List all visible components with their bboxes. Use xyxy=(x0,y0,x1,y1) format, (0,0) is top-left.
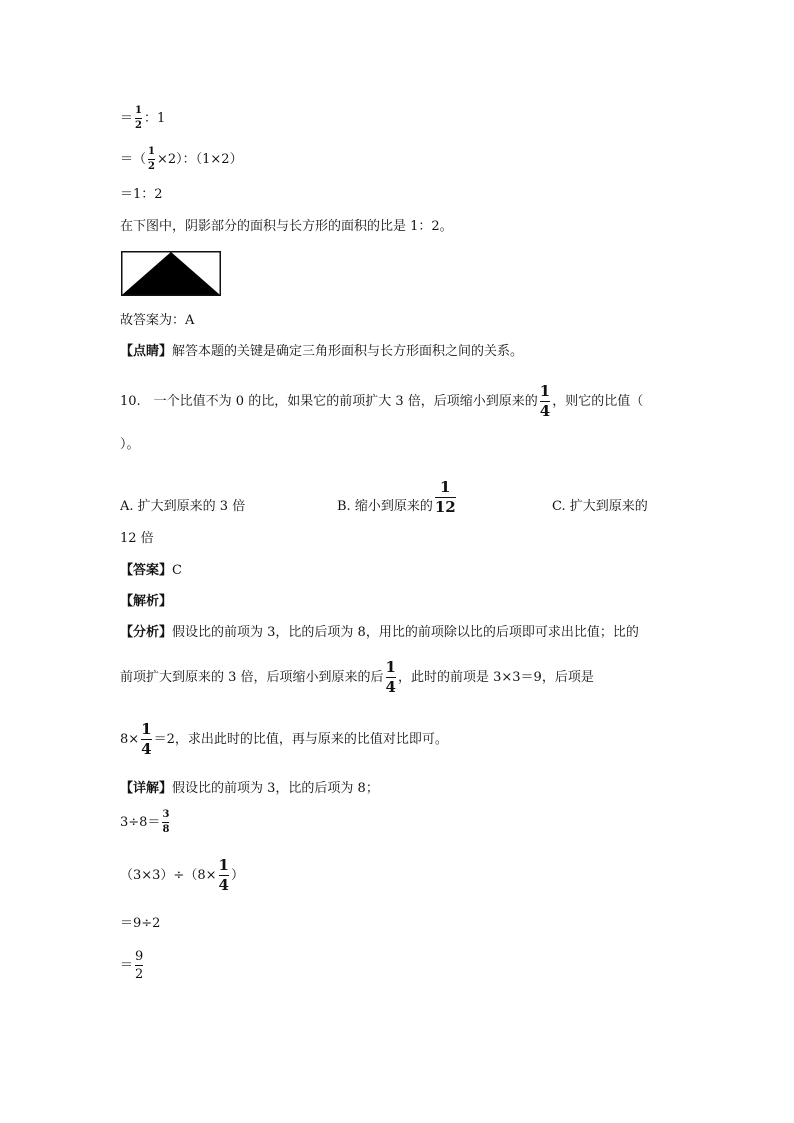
equation-line-1 xyxy=(120,106,165,131)
fraction xyxy=(540,384,550,419)
analysis-line-3 xyxy=(120,722,448,757)
fraction xyxy=(135,950,143,981)
fraction-denominator: 4 xyxy=(539,402,551,420)
answer-line xyxy=(120,563,182,579)
fraction-numerator: 3 xyxy=(162,809,170,820)
fraction xyxy=(435,480,456,515)
equation-line-3: ＝1：2 xyxy=(120,187,163,202)
fraction-denominator: 4 xyxy=(141,740,152,758)
fraction xyxy=(148,147,155,172)
analysis-text: ＝2，求出此时的比值，再与原来的比值对比即可。 xyxy=(153,732,448,747)
fraction xyxy=(141,722,151,757)
jiexi-tag: 【解析】 xyxy=(120,594,173,609)
fraction xyxy=(135,106,142,131)
fraction-denominator: 8 xyxy=(162,824,170,835)
option-a: A. 扩大到原来的 3 倍 xyxy=(120,499,246,514)
answer-value: C xyxy=(172,563,182,578)
analysis-line-2 xyxy=(120,660,594,695)
question-10 xyxy=(120,384,643,419)
equation-text: ×2）：（1×2） xyxy=(156,152,243,167)
analysis-text: 前项扩大到原来的 3 倍，后项缩小到原来的后 xyxy=(120,670,384,685)
analysis-text: 假设比的前项为 3，比的后项为 8，用比的前项除以比的后项即可求出比值；比的 xyxy=(172,625,639,640)
option-text: B. 缩小到原来的 xyxy=(337,499,433,514)
detail-text: ） xyxy=(230,868,244,883)
detail-line-3 xyxy=(120,858,244,893)
conclusion-text: 在下图中，阴影部分的面积与长方形的面积的比是 1：2。 xyxy=(120,219,453,234)
detail-text: ＝ xyxy=(120,958,134,973)
detail-line-4: ＝9÷2 xyxy=(120,916,161,931)
detail-text: （3×3）÷（8× xyxy=(120,868,217,883)
fraction-numerator: 1 xyxy=(385,658,396,676)
fraction xyxy=(162,810,169,835)
option-c-cont: 12 倍 xyxy=(120,531,154,546)
fraction-numerator: 1 xyxy=(539,382,551,400)
detail-line-5 xyxy=(120,950,145,981)
equation-line-2 xyxy=(120,147,243,172)
fraction-denominator: 2 xyxy=(135,967,144,982)
equation-text: ：1 xyxy=(143,111,166,126)
fraction-denominator: 2 xyxy=(148,161,155,172)
detail-line-1 xyxy=(120,781,379,797)
rectangle-triangle-figure xyxy=(121,251,221,296)
fraction-numerator: 1 xyxy=(135,105,142,116)
key-point-line xyxy=(120,344,523,360)
question-text: ，则它的比值（ xyxy=(552,394,644,409)
question-10-cont: ）。 xyxy=(120,437,140,452)
analysis-text: 8× xyxy=(120,732,140,747)
fraction-denominator: 2 xyxy=(135,120,142,131)
analysis-line-1 xyxy=(120,625,639,641)
detail-text: 假设比的前项为 3，比的后项为 8； xyxy=(172,781,379,796)
key-point-text: 解答本题的关键是确定三角形面积与长方形面积之间的关系。 xyxy=(172,344,524,359)
fraction-denominator: 4 xyxy=(218,876,229,894)
fraction xyxy=(386,660,396,695)
question-text: 10. 一个比值不为 0 的比，如果它的前项扩大 3 倍，后项缩小到原来的 xyxy=(120,394,538,409)
option-b xyxy=(337,479,458,515)
fraction-numerator: 9 xyxy=(135,949,144,964)
equation-text: ＝ xyxy=(120,111,134,126)
key-point-tag: 【点睛】 xyxy=(120,344,173,359)
answer-tag: 【答案】 xyxy=(120,563,173,578)
equation-text: ＝（ xyxy=(120,152,147,167)
fraction-numerator: 1 xyxy=(148,146,155,157)
option-c: C. 扩大到原来的 xyxy=(552,499,648,514)
fraction-denominator: 12 xyxy=(434,498,456,516)
fraction xyxy=(219,858,229,893)
detail-tag: 【详解】 xyxy=(120,781,173,796)
fraction-numerator: 1 xyxy=(141,720,152,738)
detail-text: 3÷8＝ xyxy=(120,815,161,830)
fraction-numerator: 1 xyxy=(440,478,451,496)
analysis-tag: 【分析】 xyxy=(120,625,173,640)
answer-statement: 故答案为：A xyxy=(120,313,195,328)
fraction-numerator: 1 xyxy=(218,856,229,874)
fraction-denominator: 4 xyxy=(385,678,396,696)
detail-line-2 xyxy=(120,810,171,835)
analysis-text: ，此时的前项是 3×3＝9，后项是 xyxy=(397,670,594,685)
